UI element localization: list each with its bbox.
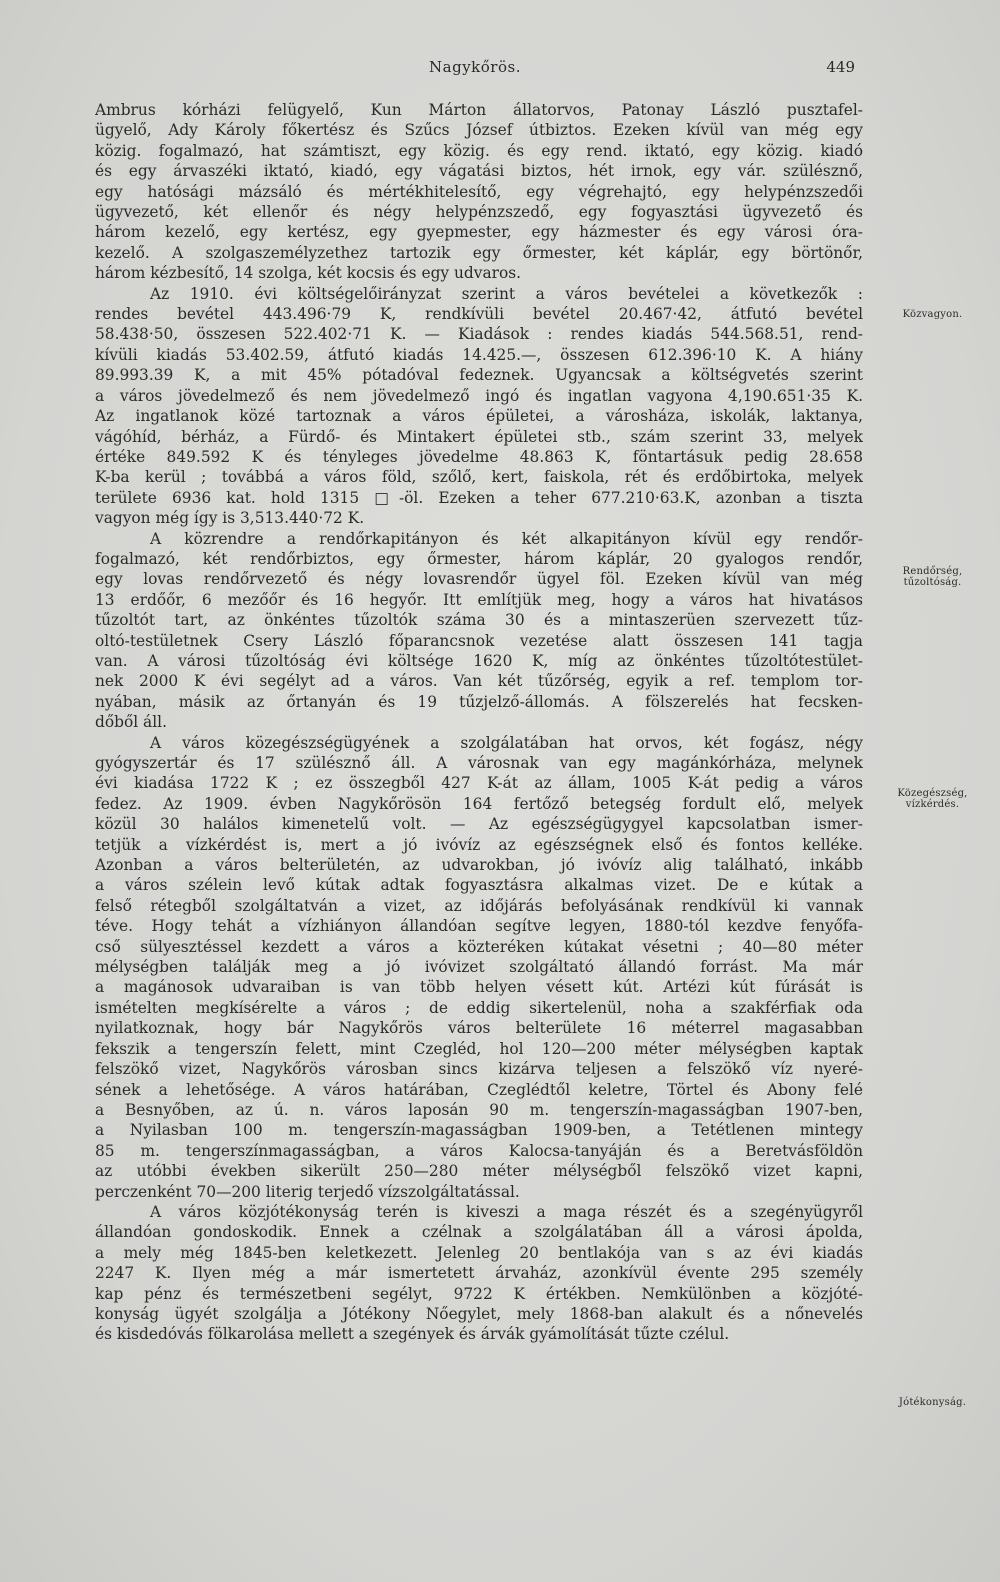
- text-line: értéke 849.592 K és tényleges jövedelme 48.863 K, föntartásuk pedig 28.658: [95, 447, 863, 466]
- text-line: ismételten megkísérelte a város ; de eddig sikertelenül, noha a szakférfiak oda: [95, 998, 863, 1017]
- text-line: sének a lehetősége. A város határában, Czeglédtől keletre, Törtel és Abony felé: [95, 1080, 863, 1099]
- text-line: nek 2000 K évi segélyt ad a város. Van két tűzőrség, egyik a ref. templom tor-: [95, 672, 863, 691]
- text-line: vagyon még így is 3,513.440·72 K.: [95, 509, 365, 528]
- text-line: felső rétegből szolgáltatván a vizet, az időjárás befolyásának rendkívül ki vannak: [95, 896, 863, 915]
- paragraph-p5: [95, 1202, 863, 1345]
- text-line: egy lovas rendőrvezető és négy lovasrendőr ügyel föl. Ezeken kívül van még: [95, 570, 863, 589]
- text-line: 85 m. tengerszínmagasságban, a város Kalocsa-tanyáján és a Beretvásföldön: [95, 1141, 863, 1160]
- text-line: nyában, másik az őrtanyán és 19 tűzjelző-állomás. A fölszerelés hat fecsken-: [95, 692, 863, 711]
- margin-note-line: Közegészség,: [897, 788, 968, 799]
- text-line: 89.993.39 K, a mit 45% pótadóval fedeznek. Ugyancsak a költségvetés szerint: [95, 366, 863, 385]
- margin-note-line: tűzoltóság.: [903, 577, 962, 588]
- page-number: 449: [826, 58, 855, 76]
- text-line: közig. fogalmazó, hat számtiszt, egy közig. és egy rend. iktató, egy közig. kiadó: [95, 141, 863, 160]
- text-line: A közrendre a rendőrkapitányon és két alkapitányon kívül egy rendőr-: [150, 529, 863, 548]
- text-line: K-ba kerül ; továbbá a város föld, szőlő, kert, faiskola, rét és erdőbirtoka, melyek: [95, 468, 863, 487]
- text-line: a Nyilasban 100 m. tengerszín-magasságban 1909-ben, a Tetétlenen mintegy: [95, 1121, 863, 1140]
- text-line: egy hatósági mázsáló és mértékhitelesítő, egy végrehajtó, egy helypénzszedői: [95, 182, 863, 201]
- text-line: 13 erdőőr, 6 mezőőr és 16 hegyőr. Itt említjük meg, hogy a város hat hivatásos: [95, 590, 863, 609]
- margin-note-line: vízkérdés.: [905, 799, 960, 810]
- margin-note-jotekonysag: [875, 1397, 990, 1408]
- margin-note-kozvagyon: [875, 309, 990, 320]
- text-line: állandóan gondoskodik. Ennek a czélnak a szolgálatában áll a városi ápolda,: [95, 1223, 863, 1242]
- margin-note-text: Közvagyon.: [902, 309, 963, 320]
- text-line: és kisdedóvás fölkarolása mellett a szegények és árvák gyámolítását tűzte czélul.: [95, 1325, 730, 1344]
- text-line: az utóbbi években sikerült 250—280 méter mélységből felszökő vizet kapni,: [95, 1162, 863, 1181]
- running-head: [95, 58, 855, 82]
- body-text: [95, 100, 863, 1345]
- text-line: 2247 K. Ilyen még a már ismertetett árvaház, azonkívül évente 295 személy: [95, 1264, 863, 1283]
- text-line: perczenként 70—200 literig terjedő vízszolgáltatással.: [95, 1182, 520, 1201]
- text-line: tűzoltót tart, az önkéntes tűzoltók száma 30 és a mintaszerüen szervezett tűz-: [95, 611, 863, 630]
- text-line: dőből áll.: [95, 713, 167, 732]
- text-line: ügyelő, Ady Károly főkertész és Szűcs József útbiztos. Ezeken kívül van még egy: [95, 121, 863, 140]
- margin-note-rendorseg: [875, 566, 990, 588]
- text-line: tetjük a vízkérdést is, mert a jó ivóvíz az egészségnek első és fontos kelléke.: [95, 835, 863, 854]
- paragraph-p1: [95, 100, 863, 284]
- text-line: nyilatkoznak, hogy bár Nagykőrös város belterülete 16 méterrel magasabban: [95, 1019, 863, 1038]
- text-line: kap pénz és természetbeni segélyt, 9722 K értékben. Nemkülönben a közjóté-: [95, 1284, 863, 1303]
- text-line: a Besnyőben, az ú. n. város laposán 90 m. tengerszín-magasságban 1907-ben,: [95, 1100, 863, 1119]
- text-line: cső sülyesztéssel kezdett a város a közteréken kútakat vésetni ; 40—80 méter: [95, 937, 863, 956]
- text-line: fogalmazó, két rendőrbiztos, egy őrmester, három káplár, 20 gyalogos rendőr,: [95, 549, 863, 568]
- paragraph-p2: [95, 284, 863, 529]
- text-line: fekszik a tengerszín felett, mint Czegléd, hol 120—200 méter mélységben kaptak: [95, 1039, 863, 1058]
- text-line: rendes bevétel 443.496·79 K, rendkívüli bevétel 20.467·42, átfutó bevétel: [95, 305, 863, 324]
- text-line: a város jövedelmező és nem jövedelmező ingó és ingatlan vagyona 4,190.651·35 K.: [95, 386, 863, 405]
- text-line: Azonban a város belterületén, az udvarokban, jó ivóvíz alig található, inkább: [95, 856, 863, 875]
- text-line: a város szélein levő kútak adtak fogyasztásra alkalmas vizet. De e kútak a: [95, 876, 863, 895]
- text-line: Ambrus kórházi felügyelő, Kun Márton állatorvos, Patonay László pusztafel-: [95, 101, 863, 119]
- margin-note-text: Jótékonyság.: [898, 1397, 967, 1408]
- text-line: ügyvezető, két ellenőr és négy helypénzszedő, egy fogyasztási ügyvezető és: [95, 203, 863, 222]
- text-line: kezelő. A szolgaszemélyzethez tartozik egy őrmester, két káplár, egy börtönőr,: [95, 243, 863, 262]
- text-line: 58.438·50, összesen 522.402·71 K. — Kiadások : rendes kiadás 544.568.51, rend-: [95, 325, 863, 344]
- text-line: három kézbesítő, 14 szolga, két kocsis és egy udvaros.: [95, 264, 522, 283]
- text-line: A város közegészségügyének a szolgálatában hat orvos, két fogász, négy: [150, 733, 863, 752]
- page-header-title: Nagykőrös.: [429, 58, 521, 76]
- text-line: téve. Hogy tehát a vízhiányon állandóan segítve legyen, 1880-tól kezdve fenyőfa-: [95, 917, 863, 936]
- paragraph-p3: [95, 529, 863, 733]
- text-line: konyság ügyét szolgálja a Jótékony Nőegylet, mely 1868-ban alakult és a nőnevelés: [95, 1304, 863, 1323]
- text-line: évi kiadása 1722 K ; ez összegből 427 K-át az állam, 1005 K-át pedig a város: [95, 774, 863, 793]
- margin-note-line: Rendőrség,: [902, 566, 963, 577]
- text-line: felszökő vizet, Nagykőrös városban sincs kizárva teljesen a felszökő víz nyeré-: [95, 1060, 863, 1079]
- text-line: gyógyszertár és 17 szülésznő áll. A városnak van egy magánkórháza, melynek: [95, 754, 863, 772]
- margin-note-kozegeszseg: [875, 788, 990, 810]
- text-line: kívüli kiadás 53.402.59, átfutó kiadás 14.425.—, összesen 612.396·10 K. A hiány: [95, 345, 863, 364]
- text-line: van. A városi tűzoltóság évi költsége 1620 K, míg az önkéntes tűzoltótestület-: [95, 651, 863, 670]
- text-line: mélységben találják meg a jó ivóvizet szolgáltató állandó forrást. Ma már: [95, 958, 863, 977]
- text-line: és egy árvaszéki iktató, kiadó, egy vágatási biztos, hét irnok, egy vár. szülésznő,: [95, 162, 863, 181]
- text-line: fedez. Az 1909. évben Nagykőrösön 164 fertőző betegség fordult elő, melyek: [95, 794, 863, 813]
- text-line: oltó-testületnek Csery László főparancsnok vezetése alatt összesen 141 tagja: [95, 631, 863, 650]
- text-line: A város közjótékonyság terén is kiveszi a maga részét és a szegényügyről: [150, 1202, 863, 1221]
- paragraph-p4: [95, 733, 863, 1202]
- text-line: közül 30 halálos kimenetelű volt. — Az egészségügygyel kapcsolatban ismer-: [95, 815, 863, 834]
- text-line: a magánosok udvaraiban is van több helyen vésett kút. Artézi kút fúrását is: [95, 978, 863, 997]
- text-line: Az 1910. évi költségelőirányzat szerint a város bevételei a következők :: [150, 284, 863, 303]
- text-line: Az ingatlanok közé tartoznak a város épületei, a városháza, iskolák, laktanya,: [95, 407, 863, 426]
- text-line: vágóhíd, bérház, a Fürdő- és Mintakert épületei stb., szám szerint 33, melyek: [95, 427, 863, 446]
- text-line: a mely még 1845-ben keletkezett. Jelenleg 20 bentlakója van s az évi kiadás: [95, 1243, 863, 1262]
- text-line: három kezelő, egy kertész, egy gyepmester, egy házmester és egy városi óra-: [95, 223, 863, 242]
- text-line: területe 6936 kat. hold 1315 □-öl. Ezeken a teher 677.210·63.K, azonban a tiszta: [95, 488, 863, 507]
